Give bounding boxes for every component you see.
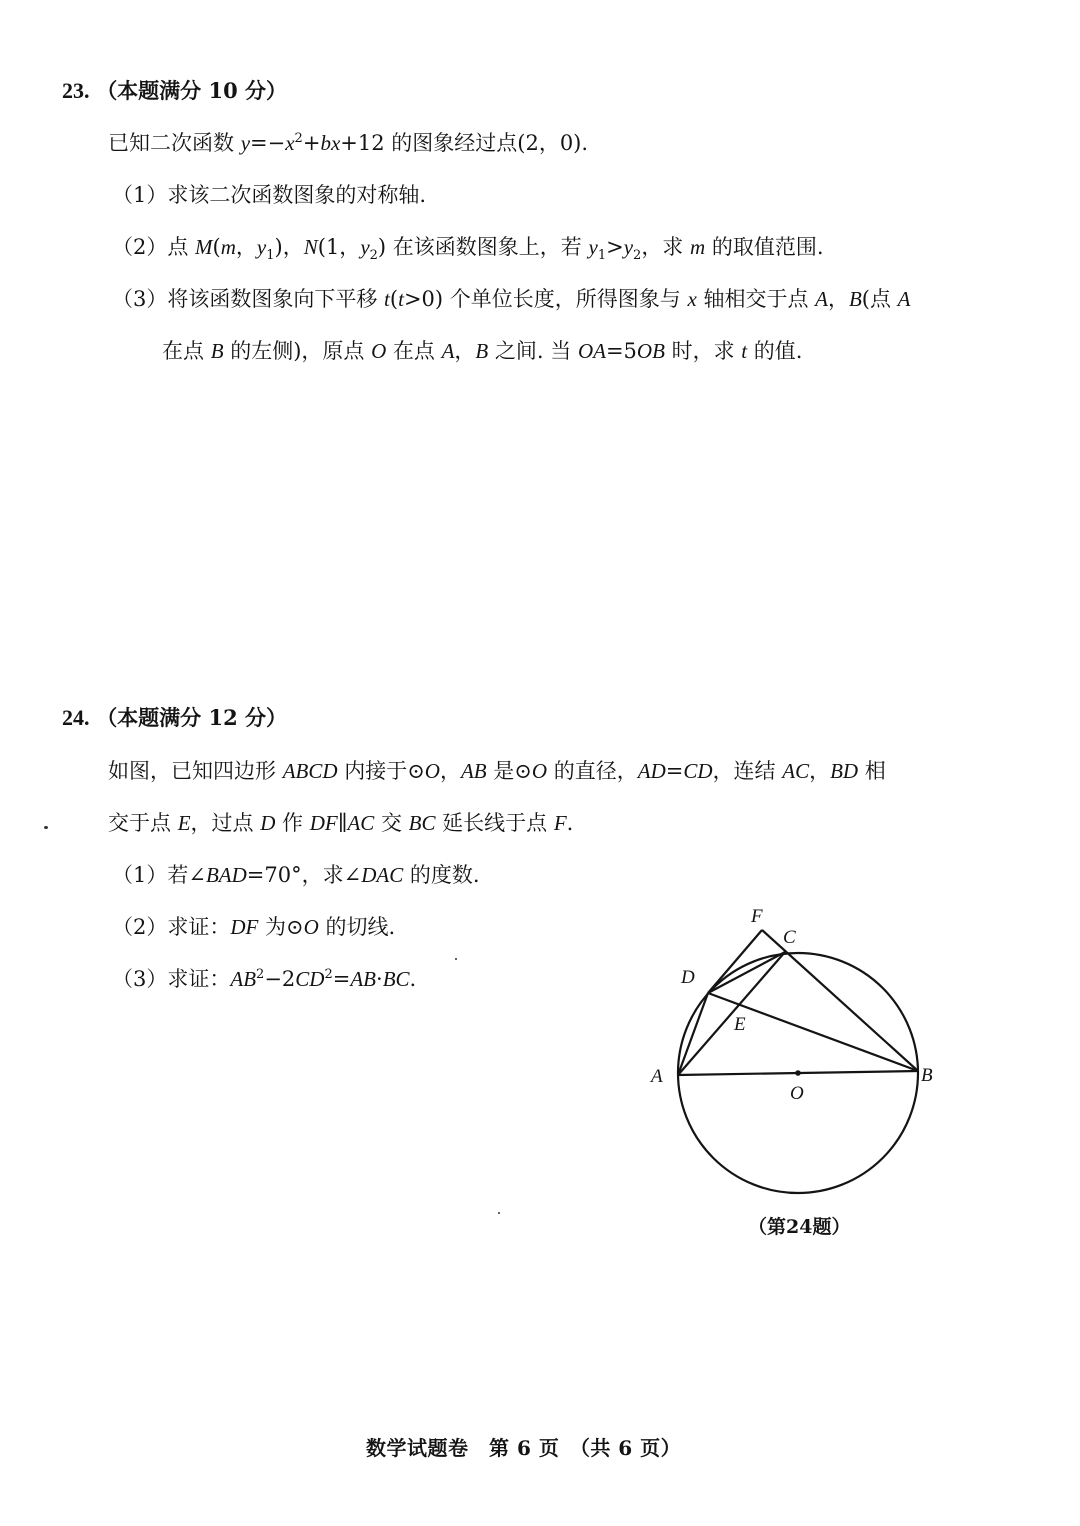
q23-part3-text-3: 轴相交于点 (696, 287, 816, 311)
label-f: F (751, 906, 763, 927)
q23-stem-text: 已知二次函数 (108, 131, 241, 155)
q24-stem-text-7: 交于点 (108, 811, 178, 835)
q24-part2-text-2: 为⊙ (258, 915, 304, 939)
q24-part2-text-3: 的切线. (318, 915, 396, 939)
page-footer: 数学试题卷 第 6 页 （共 6 页） (366, 1436, 682, 1460)
label-e: E (734, 1014, 746, 1035)
label-b: B (921, 1065, 933, 1086)
q24-part1-text-2: =70°，求∠ (246, 863, 362, 887)
q24-stem-text-10: 交 (374, 811, 409, 835)
q24-part1-text-3: 的度数. (403, 863, 480, 887)
q24-header (62, 703, 287, 733)
q23-part2-text: （2）点 (112, 235, 196, 259)
q24-number: 24. (62, 705, 90, 730)
q24-part3-text: （3）求证： (112, 967, 231, 991)
q24-stem-text-3: 是⊙ (486, 759, 532, 783)
q23-part2-text-2: 在该函数图象上，若 (386, 235, 589, 259)
q24-stem-line1: 如图，已知四边形 ABCD 内接于⊙O，AB 是⊙O 的直径，AD=CD，连结 AC，BD 相 (108, 759, 886, 783)
q23-part3-text: （3）将该函数图象向下平移 (112, 287, 385, 311)
q23-function-formula: y (240, 131, 251, 155)
q23-stem: 已知二次函数 $y=-x^2+bx+12$ 的图象经过点(2，0). (108, 131, 589, 155)
q24-stem-text-8: ，过点 (190, 811, 261, 835)
q23-header (62, 76, 287, 106)
q24-stem-text: 如图，已知四边形 (108, 759, 283, 783)
q23-part2-text-3: ，求 (641, 235, 690, 259)
q24-stem-text-2: 内接于⊙ (337, 759, 425, 783)
q23-part3-text-6: 在点 (386, 339, 442, 363)
q23-part3-text-9: 的值. (747, 339, 803, 363)
segment-dc (708, 952, 785, 993)
q24-part2-text: （2）求证： (112, 915, 231, 939)
label-o: O (790, 1083, 804, 1104)
q24-part1: （1）若∠BAD=70°，求∠DAC 的度数. (112, 863, 480, 887)
label-d: D (681, 967, 695, 988)
q23-part3-line2: 在点 B 的左侧)，原点 O 在点 A，B 之间. 当 OA=5OB 时，求 t 的值. (162, 339, 803, 363)
q24-stem-text-5: ，连结 (712, 759, 783, 783)
scan-speck (455, 958, 457, 960)
q23-part3-text-8: 时，求 (664, 339, 742, 363)
q24-geometry-figure (640, 895, 950, 1205)
q24-stem-text-6: 相 (858, 759, 886, 783)
q23-number: 23. (62, 78, 90, 103)
q23-part3-line1: （3）将该函数图象向下平移 t(t>0) 个单位长度，所得图象与 x 轴相交于点 A，B(点 A (112, 287, 911, 311)
q23-part3-text-2: 个单位长度，所得图象与 (443, 287, 688, 311)
q23-part2: （2）点 M(m，$y_1$)，N(1，$y_2$) 在该函数图象上，若 $y_1>y_2$，求 m 的取值范围. (112, 235, 824, 264)
segment-ad (678, 993, 708, 1075)
label-a: A (651, 1066, 663, 1087)
q23-stem-text-2: 的图象经过点(2，0). (384, 131, 589, 155)
q24-score: （本题满分 12 分） (96, 705, 288, 730)
q24-part2: （2）求证：DF 为⊙O 的切线. (112, 915, 396, 939)
q23-part3-text-4: 在点 (162, 339, 211, 363)
center-dot (795, 1070, 801, 1076)
q23-part1: （1）求该二次函数图象的对称轴. (112, 183, 427, 207)
figure-caption: （第24题） (748, 1216, 851, 1238)
scan-speck (498, 1212, 500, 1214)
q24-stem-text-9: 作 (275, 811, 310, 835)
q24-stem-line2: 交于点 E，过点 D 作 DF∥AC 交 BC 延长线于点 F. (108, 811, 574, 835)
q24-part1-text: （1）若∠ (112, 863, 206, 887)
q23-part3-text-5: 的左侧)，原点 (223, 339, 372, 363)
q23-part3-text-7: 之间. 当 (488, 339, 578, 363)
q23-part2-text-4: 的取值范围. (705, 235, 824, 259)
q23-score: （本题满分 10 分） (96, 78, 288, 103)
q24-stem-text-11: 延长线于点 (435, 811, 554, 835)
scan-speck (44, 826, 48, 829)
label-c: C (783, 927, 796, 948)
q24-stem-text-4: 的直径， (547, 759, 638, 783)
q24-part3: （3）求证：$AB^2-2CD^2=AB\cdot BC$. (112, 967, 417, 991)
